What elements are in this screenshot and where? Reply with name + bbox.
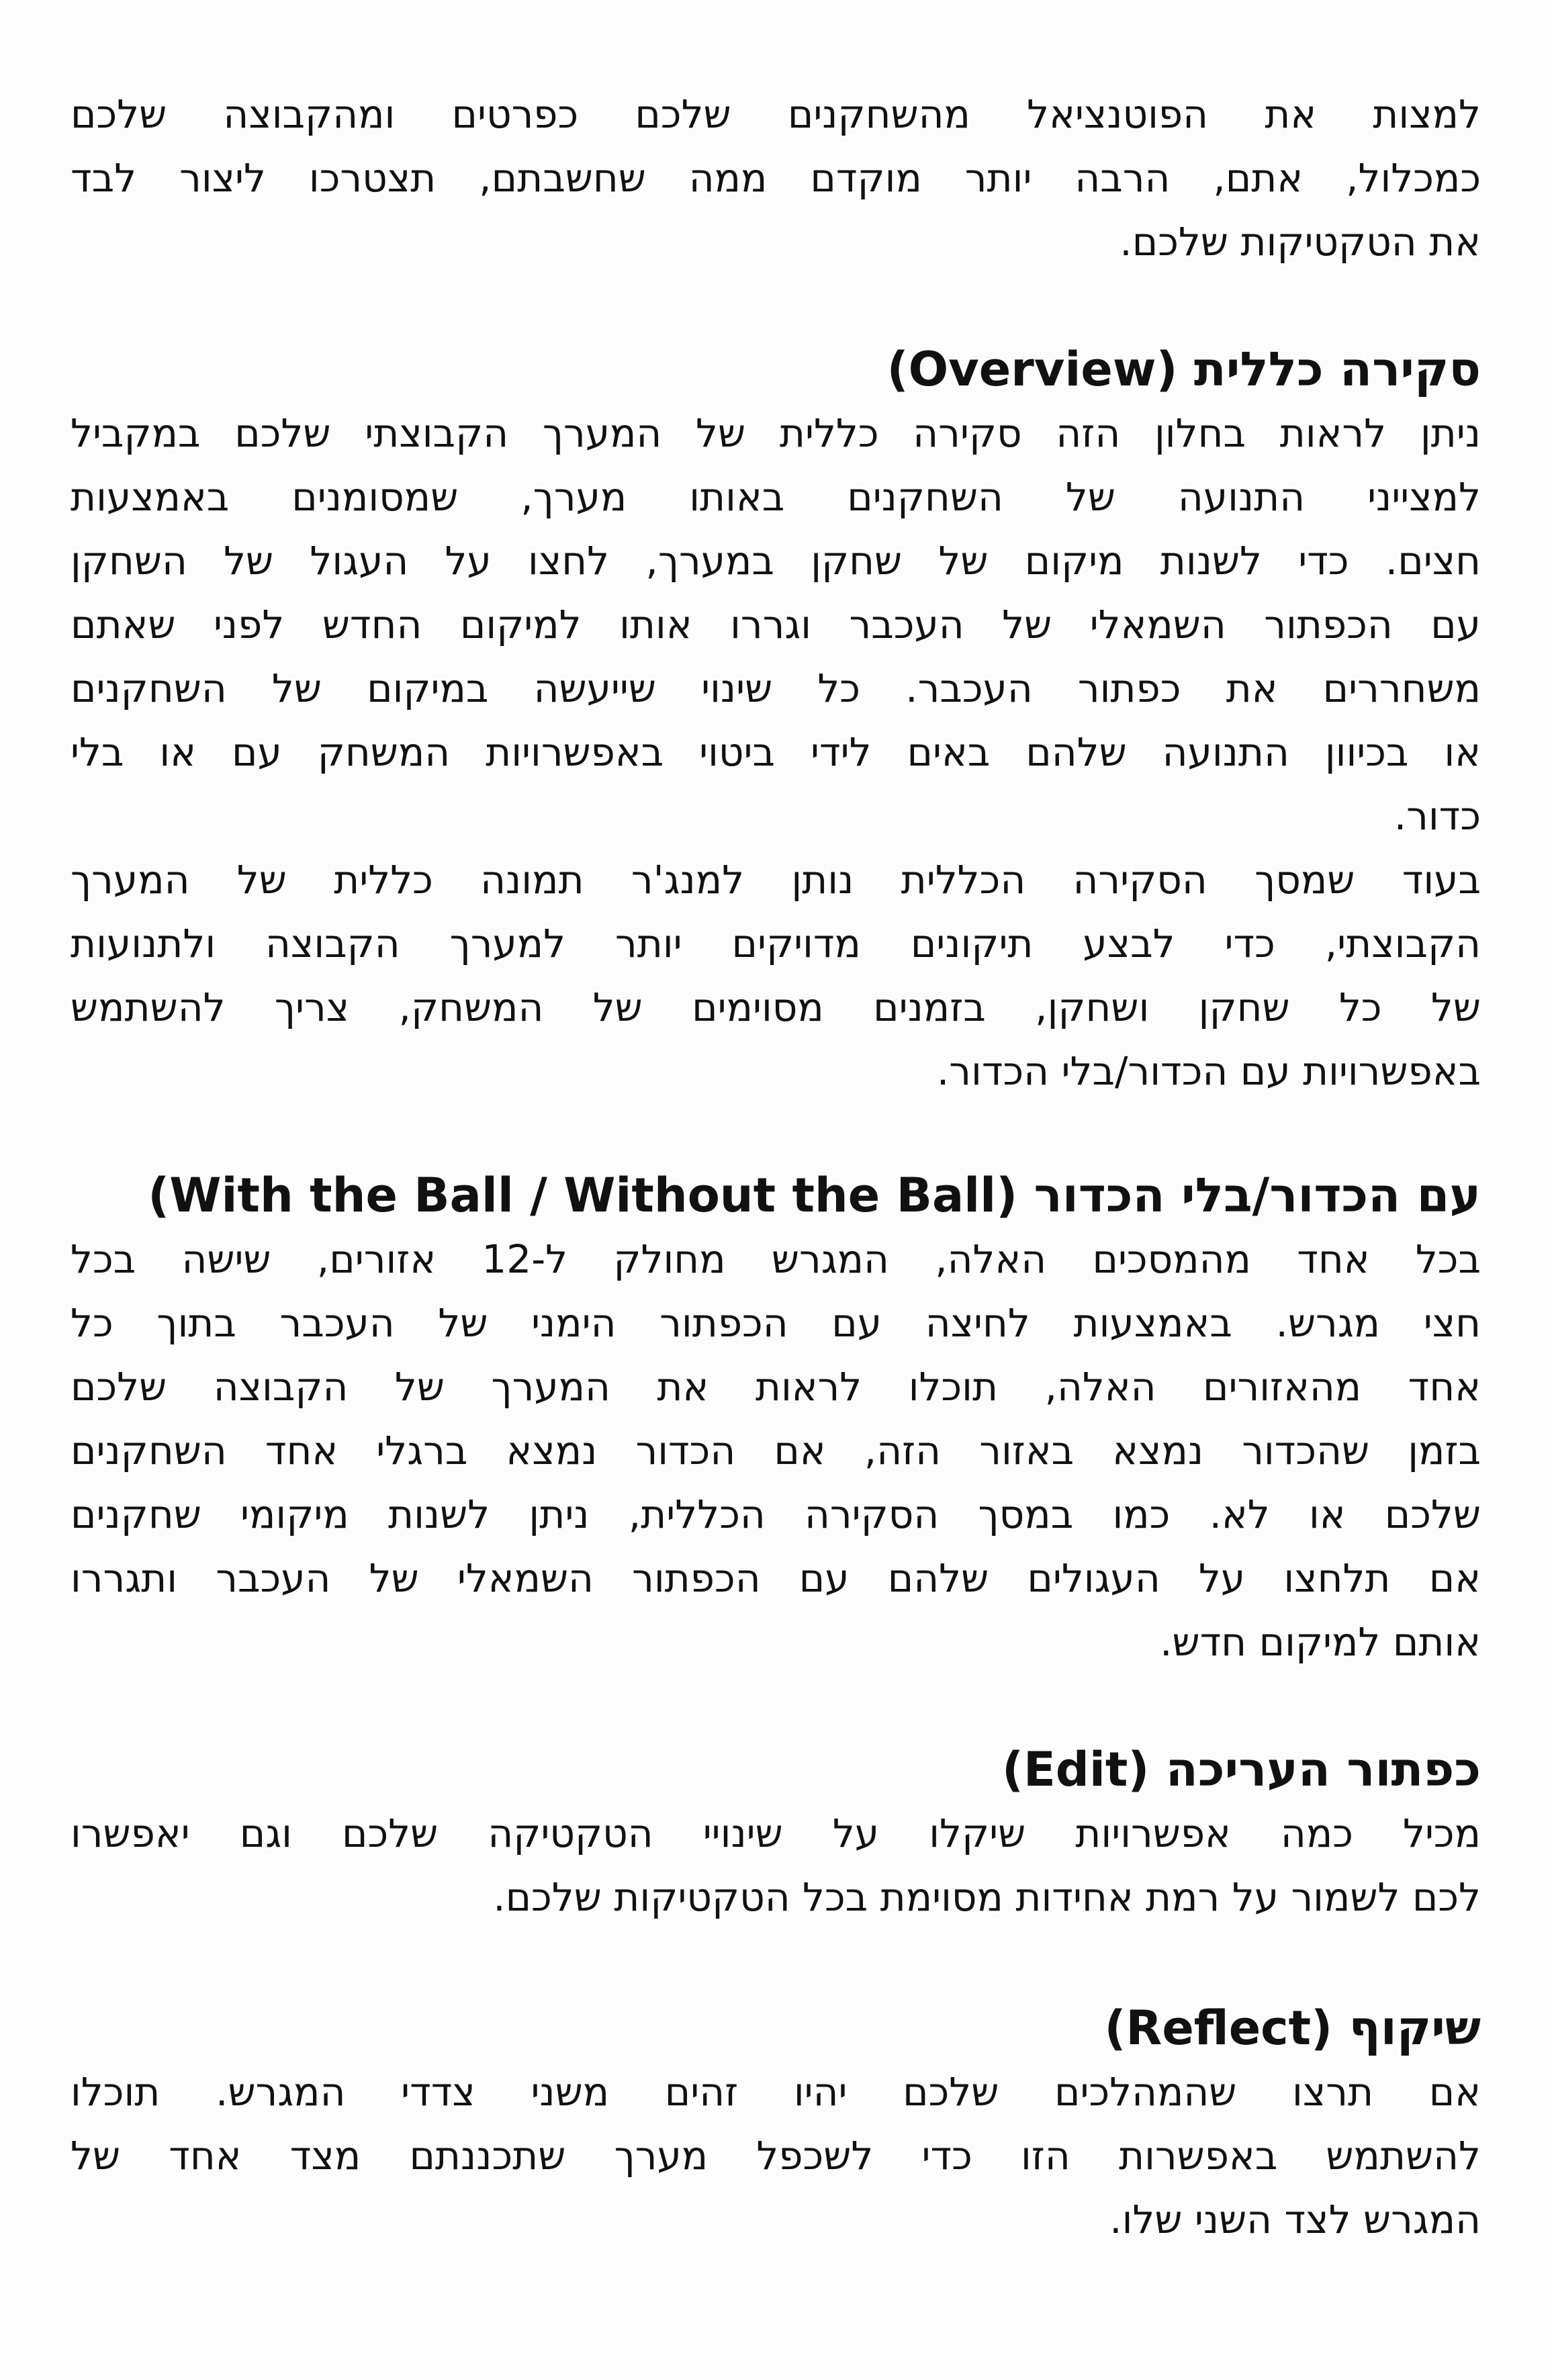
edit-heading-he: כפתור העריכה — [1165, 1742, 1481, 1797]
overview-line-9: הקבוצתי, כדי לבצע תיקונים מדויקים יותר למערך הקבוצה ולתנועות — [71, 921, 1481, 966]
overview-line-5: משחררים את כפתור העכבר. כל שינוי שייעשה במיקום של השחקנים — [71, 666, 1481, 711]
with-ball-line-5: שלכם או לא. כמו במסך הסקירה הכללית, ניתן לשנות מיקומי שחקנים — [71, 1492, 1481, 1537]
reflect-line-2: להשתמש באפשרות הזו כדי לשכפל מערך שתכננתם מצד אחד של — [71, 2133, 1481, 2179]
reflect-heading-he: שיקוף — [1349, 2001, 1481, 2056]
intro-line-3: את הטקטיקות שלכם. — [1120, 219, 1481, 265]
reflect-line-1: אם תרצו שהמהלכים שלכם יהיו זהים משני צדדי המגרש. תוכלו — [71, 2069, 1481, 2115]
overview-line-8: בעוד שמסך הסקירה הכללית נותן למנג'ר תמונה כללית של המערך — [71, 857, 1481, 903]
intro-line-2: כמכלול, אתם, הרבה יותר מוקדם ממה שחשבתם, תצטרכו ליצור לבד — [71, 155, 1481, 201]
with-ball-line-7: אותם למיקום חדש. — [1160, 1619, 1481, 1665]
with-ball-line-6: אם תלחצו על העגולים שלהם עם הכפתור השמאלי של העכבר ותגררו — [71, 1555, 1481, 1601]
intro-line-1: למצות את הפוטנציאל מהשחקנים שלכם כפרטים ומהקבוצה שלכם — [71, 91, 1481, 137]
edit-line-1: מכיל כמה אפשרויות שיקלו על שינויי הטקטיקה שלכם וגם יאפשרו — [71, 1811, 1481, 1856]
with-ball-heading-en: (With the Ball / Without the Ball) — [148, 1168, 1018, 1223]
overview-line-1: ניתן לראות בחלון הזה סקירה כללית של המערך הקבוצתי שלכם במקביל — [71, 410, 1481, 456]
overview-line-11: באפשרויות עם הכדור/בלי הכדור. — [936, 1048, 1481, 1094]
edit-heading-en: (Edit) — [1001, 1742, 1150, 1797]
reflect-heading — [1104, 1998, 1481, 2058]
with-ball-line-1: בכל אחד מהמסכים האלה, המגרש מחולק ל-12 אזורים, שישה בכל — [71, 1236, 1481, 1282]
with-ball-line-4: בזמן שהכדור נמצא באזור הזה, אם הכדור נמצא ברגלי אחד השחקנים — [71, 1428, 1481, 1473]
overview-line-4: עם הכפתור השמאלי של העכבר וגררו אותו למיקום החדש לפני שאתם — [71, 602, 1481, 647]
with-ball-line-3: אחד מהאזורים האלה, תוכלו לראות את המערך של הקבוצה שלכם — [71, 1364, 1481, 1410]
reflect-line-3: המגרש לצד השני שלו. — [1109, 2197, 1481, 2242]
overview-line-2: למצייני התנועה של השחקנים באותו מערך, שמסומנים באמצעות — [71, 474, 1481, 520]
with-ball-line-2: חצי מגרש. באמצעות לחיצה עם הכפתור הימני של העכבר בתוך כל — [71, 1300, 1481, 1346]
edit-heading — [1002, 1739, 1481, 1800]
overview-heading-en: (Overview) — [886, 342, 1178, 397]
with-ball-heading — [148, 1165, 1481, 1226]
overview-line-7: כדור. — [1394, 793, 1481, 839]
with-ball-heading-he: עם הכדור/בלי הכדור — [1034, 1168, 1481, 1223]
overview-heading — [887, 339, 1481, 400]
edit-line-2: לכם לשמור על רמת אחידות מסוימת בכל הטקטיקות שלכם. — [493, 1874, 1481, 1920]
overview-line-3: חצים. כדי לשנות מיקום של שחקן במערך, לחצו על העגול של השחקן — [71, 538, 1481, 584]
overview-line-10: של כל שחקן ושחקן, בזמנים מסוימים של המשחק, צריך להשתמש — [71, 985, 1481, 1030]
reflect-heading-en: (Reflect) — [1104, 2001, 1333, 2056]
overview-line-6: או בכיוון התנועה שלהם באים לידי ביטוי באפשרויות המשחק עם או בלי — [71, 729, 1481, 775]
overview-heading-he: סקירה כללית — [1193, 342, 1481, 397]
